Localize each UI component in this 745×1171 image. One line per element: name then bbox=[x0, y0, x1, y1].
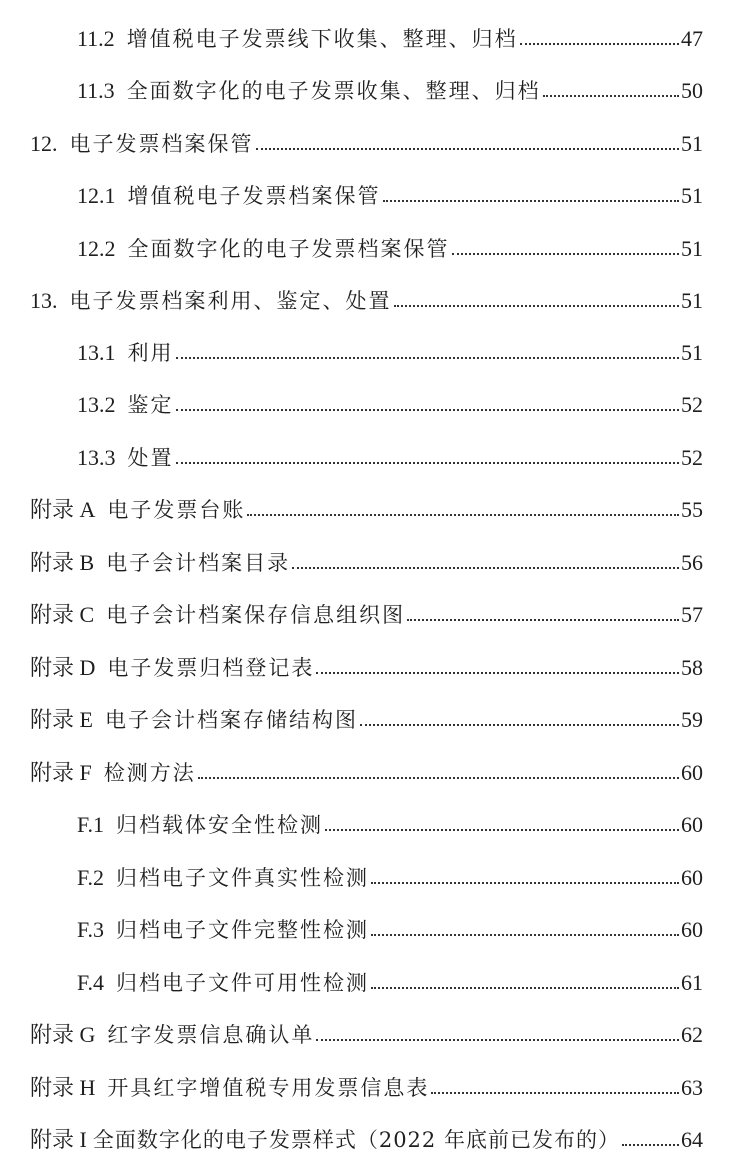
toc-entry[interactable] bbox=[77, 960, 703, 994]
toc-entry-title: 电子发票档案利用、鉴定、处置 bbox=[69, 289, 392, 313]
dot-leader bbox=[383, 200, 680, 202]
toc-entry-title: 处置 bbox=[127, 446, 174, 470]
toc-entry-page: 56 bbox=[681, 550, 703, 575]
toc-entry-page: 51 bbox=[681, 236, 703, 261]
toc-entry-title: 全面数字化的电子发票样式（2022 年底前已发布的） bbox=[92, 1128, 620, 1152]
dot-leader bbox=[371, 987, 679, 989]
toc-entry-page: 62 bbox=[681, 1022, 703, 1047]
dot-leader bbox=[543, 95, 679, 97]
toc-entry-number: 附录 C bbox=[30, 602, 95, 627]
toc-entry[interactable] bbox=[30, 121, 703, 155]
toc-entry-number: F.1 bbox=[77, 812, 104, 837]
toc-entry-number: 11.2 bbox=[77, 26, 115, 51]
toc-entry-number: 13.3 bbox=[77, 445, 116, 470]
toc-entry[interactable] bbox=[77, 173, 703, 207]
toc-entry-title: 电子会计档案存储结构图 bbox=[104, 708, 358, 732]
toc-entry-number: 12.2 bbox=[77, 236, 116, 261]
toc-entry-number: 13.2 bbox=[77, 392, 116, 417]
toc-entry-title: 开具红字增值税专用发票信息表 bbox=[107, 1076, 430, 1100]
toc-entry-page: 52 bbox=[681, 392, 703, 417]
toc-entry-number: F.4 bbox=[77, 970, 104, 995]
dot-leader bbox=[316, 672, 679, 674]
toc-entry-number: 12. bbox=[30, 131, 58, 156]
dot-leader bbox=[394, 305, 680, 307]
toc-entry-title: 归档载体安全性检测 bbox=[115, 813, 323, 837]
toc-entry[interactable] bbox=[77, 330, 703, 364]
toc-entry-page: 47 bbox=[681, 26, 703, 51]
toc-entry[interactable] bbox=[30, 750, 703, 784]
toc-entry-number: 附录 E bbox=[30, 707, 93, 732]
dot-leader bbox=[407, 619, 679, 621]
toc-entry-title: 全面数字化的电子发票收集、整理、归档 bbox=[126, 79, 541, 103]
toc-entry[interactable] bbox=[77, 16, 703, 50]
toc-entry-title: 归档电子文件完整性检测 bbox=[115, 918, 369, 942]
toc-entry[interactable] bbox=[77, 382, 703, 416]
toc-entry[interactable] bbox=[30, 592, 703, 626]
toc-entry-title: 检测方法 bbox=[103, 761, 196, 785]
toc-entry-page: 61 bbox=[681, 970, 703, 995]
dot-leader bbox=[452, 253, 680, 255]
toc-entry-title: 电子发票归档登记表 bbox=[107, 656, 315, 680]
toc-entry[interactable] bbox=[77, 907, 703, 941]
toc-entry-title: 电子会计档案目录 bbox=[106, 551, 291, 575]
toc-entry[interactable] bbox=[30, 645, 703, 679]
dot-leader bbox=[292, 567, 679, 569]
toc-entry-page: 50 bbox=[681, 78, 703, 103]
toc-entry[interactable] bbox=[30, 1117, 703, 1151]
toc-entry[interactable] bbox=[77, 802, 703, 836]
toc-entry-number: 13.1 bbox=[77, 340, 116, 365]
toc-entry-number: 12.1 bbox=[77, 183, 116, 208]
toc-entry-number: F.3 bbox=[77, 917, 104, 942]
toc-entry[interactable] bbox=[30, 1065, 703, 1099]
toc-entry-number: F.2 bbox=[77, 865, 104, 890]
toc-entry-number: 13. bbox=[30, 288, 58, 313]
toc-entry-title: 电子会计档案保存信息组织图 bbox=[106, 603, 406, 627]
toc-entry[interactable] bbox=[77, 435, 703, 469]
toc-entry[interactable] bbox=[30, 697, 703, 731]
toc-entry-title: 鉴定 bbox=[127, 393, 174, 417]
toc-entry-page: 60 bbox=[681, 760, 703, 785]
toc-entry-number: 附录 H bbox=[30, 1075, 96, 1100]
toc-entry-page: 63 bbox=[681, 1075, 703, 1100]
toc-entry-title: 红字发票信息确认单 bbox=[107, 1023, 315, 1047]
toc-entry[interactable] bbox=[77, 855, 703, 889]
toc-entry[interactable] bbox=[30, 1012, 703, 1046]
dot-leader bbox=[247, 514, 679, 516]
toc-entry-page: 58 bbox=[681, 655, 703, 680]
toc-entry-page: 55 bbox=[681, 497, 703, 522]
toc-entry-page: 51 bbox=[681, 131, 703, 156]
toc-entry-page: 52 bbox=[681, 445, 703, 470]
toc-entry-number: 附录 A bbox=[30, 497, 96, 522]
toc-entry[interactable] bbox=[30, 487, 703, 521]
toc-entry-number: 11.3 bbox=[77, 78, 115, 103]
toc-entry-page: 60 bbox=[681, 865, 703, 890]
toc-entry-title: 全面数字化的电子发票档案保管 bbox=[127, 237, 450, 261]
toc-entry-title: 电子发票台账 bbox=[107, 498, 246, 522]
toc-entry-page: 60 bbox=[681, 812, 703, 837]
toc-entry-page: 57 bbox=[681, 602, 703, 627]
toc-entry-page: 60 bbox=[681, 917, 703, 942]
dot-leader bbox=[316, 1039, 679, 1041]
dot-leader bbox=[371, 934, 679, 936]
toc-entry-title: 增值税电子发票线下收集、整理、归档 bbox=[126, 27, 518, 51]
toc-entry-page: 51 bbox=[681, 183, 703, 208]
dot-leader bbox=[520, 43, 679, 45]
toc-entry[interactable] bbox=[77, 68, 703, 102]
toc-entry-page: 59 bbox=[681, 707, 703, 732]
dot-leader bbox=[176, 357, 680, 359]
toc-entry-page: 51 bbox=[681, 340, 703, 365]
dot-leader bbox=[256, 148, 680, 150]
dot-leader bbox=[198, 777, 679, 779]
toc-entry[interactable] bbox=[30, 540, 703, 574]
dot-leader bbox=[176, 409, 680, 411]
toc-entry-number: 附录 G bbox=[30, 1022, 96, 1047]
toc-entry-title: 归档电子文件真实性检测 bbox=[115, 866, 369, 890]
dot-leader bbox=[431, 1092, 679, 1094]
toc-entry-number: 附录 B bbox=[30, 550, 95, 575]
toc-entry-number: 附录 F bbox=[30, 760, 92, 785]
toc-entry-title: 利用 bbox=[127, 341, 174, 365]
dot-leader bbox=[622, 1144, 679, 1146]
dot-leader bbox=[176, 462, 680, 464]
toc-entry[interactable] bbox=[30, 278, 703, 312]
dot-leader bbox=[360, 724, 679, 726]
toc-entry-page: 64 bbox=[681, 1127, 703, 1152]
dot-leader bbox=[325, 829, 679, 831]
toc-entry-page: 51 bbox=[681, 288, 703, 313]
toc-entry-number: 附录 I bbox=[30, 1127, 87, 1152]
toc-entry-number: 附录 D bbox=[30, 655, 96, 680]
toc-entry-title: 电子发票档案保管 bbox=[69, 132, 254, 156]
toc-entry[interactable] bbox=[77, 226, 703, 260]
dot-leader bbox=[371, 882, 679, 884]
toc-entry-title: 增值税电子发票档案保管 bbox=[127, 184, 381, 208]
toc-entry-title: 归档电子文件可用性检测 bbox=[115, 971, 369, 995]
